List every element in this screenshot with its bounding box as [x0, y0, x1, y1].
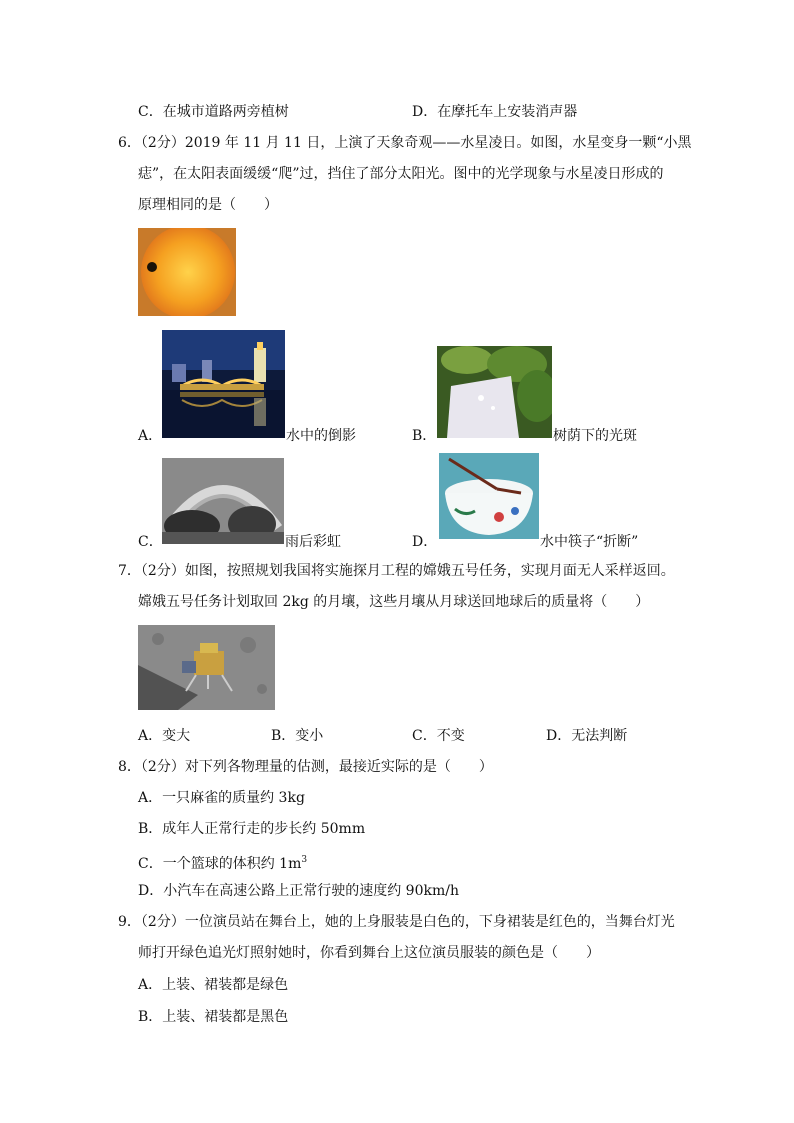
q6-option-b-text: 树荫下的光斑 [553, 428, 637, 444]
q8-option-d: D．小汽车在高速公路上正常行驶的速度约 90km/h [138, 883, 459, 899]
q7-stem-line2: 嫦娥五号任务计划取回 2kg 的月壤，这些月壤从月球送回地球后的质量将（ ） [138, 594, 650, 610]
tree-shade-light-spot-image [437, 346, 552, 438]
q9-stem-line1: 9．（2分）一位演员站在舞台上，她的上身服装是白色的，下身裙装是红色的，当舞台灯光 [118, 914, 675, 930]
q6-option-d-letter: D． [412, 534, 438, 550]
q6-option-b-letter: B． [412, 428, 437, 444]
q9-option-a: A．上装、裙装都是绿色 [138, 977, 289, 993]
mercury-transit-image [138, 228, 236, 316]
q6-option-a-letter: A． [138, 428, 163, 444]
water-reflection-image [162, 330, 285, 438]
lunar-lander-image [138, 625, 275, 710]
q5-option-c: C．在城市道路两旁植树 [138, 104, 289, 120]
q6-stem-line2: 痣”，在太阳表面缓缓“爬”过，挡住了部分太阳光。图中的光学现象与水星凌日形成的 [138, 166, 664, 182]
q6-stem-line3: 原理相同的是（ ） [138, 197, 278, 213]
q7-stem-line1: 7．（2分）如图，按照规划我国将实施探月工程的嫦娥五号任务，实现月面无人采样返回。 [118, 563, 675, 579]
q8-option-c [138, 850, 307, 874]
q8-option-a: A．一只麻雀的质量约 3kg [138, 790, 305, 806]
chopstick-in-water-image [439, 453, 539, 539]
q6-option-c-text: 雨后彩虹 [285, 534, 341, 550]
q9-stem-line2: 师打开绿色追光灯照射她时，你看到舞台上这位演员服装的颜色是（ ） [138, 945, 600, 961]
q8-option-c-text: C．一个篮球的体积约 1m [138, 856, 302, 872]
q6-stem-line1: 6．（2分）2019 年 11 月 11 日，上演了天象奇观——水星凌日。如图，水星变身一颗“小黑 [118, 135, 692, 151]
q9-option-b: B．上装、裙装都是黑色 [138, 1009, 289, 1025]
q8-option-c-superscript: 3 [301, 855, 308, 865]
q6-option-a-text: 水中的倒影 [286, 428, 356, 444]
q5-option-d: D．在摩托车上安装消声器 [412, 104, 578, 120]
q7-option-c: C．不变 [412, 728, 465, 744]
q6-option-c-letter: C． [138, 534, 163, 550]
q7-option-b: B．变小 [271, 728, 324, 744]
q6-option-d-text: 水中筷子“折断” [540, 534, 639, 550]
q7-option-d: D．无法判断 [546, 728, 628, 744]
q8-stem: 8．（2分）对下列各物理量的估测，最接近实际的是（ ） [118, 759, 493, 775]
q8-option-b: B．成年人正常行走的步长约 50mm [138, 821, 366, 837]
q7-option-a: A．变大 [138, 728, 191, 744]
rainbow-image [162, 458, 284, 544]
